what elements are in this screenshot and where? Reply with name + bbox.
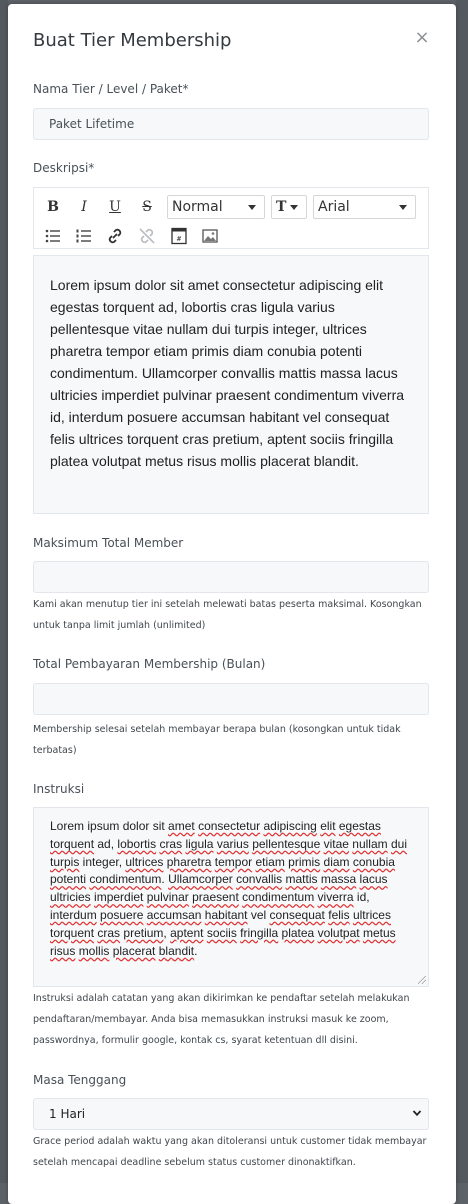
description-editor[interactable]: Lorem ipsum dolor sit amet consectetur adipiscing elit egestas torquent ad, lobortis cras ligula varius pellentesque vitae nullam dui turpis integer, ultrices pharetra tempor etiam primis diam conubia potenti condimentum. Ullamcorper convallis mattis massa lacus ultricies imperdiet pulvinar praesent condimentum viverra id, interdum posuere accumsan habitant vel consequat felis ultrices torquent cras pretium, aptent sociis fringilla platea volutpat metus risus mollis placerat blandit. [33, 255, 429, 514]
chevron-down-icon [412, 1108, 422, 1118]
backdrop-left-edge [0, 0, 8, 1183]
font-select-value: Arial [318, 199, 350, 215]
tier-name-input[interactable]: Paket Lifetime [33, 108, 429, 140]
modal-title: Buat Tier Membership [33, 30, 232, 51]
grace-period-select[interactable] [33, 1098, 429, 1130]
caret-down-icon [248, 205, 256, 210]
italic-icon[interactable]: I [81, 199, 87, 215]
grace-period-label: Masa Tenggang [33, 1073, 127, 1087]
close-button[interactable]: × [414, 27, 430, 48]
instructions-help: Instruksi adalah catatan yang akan dikirimkan ke pendaftar setelah melakukan pendaftaran/membayar. Anda bisa memasukkan instruksi masuk ke zoom, passwordnya, formulir google, kontak cs, syarat ketentuan dll disini. [33, 993, 410, 1046]
size-icon[interactable] [271, 195, 307, 219]
link-icon[interactable] [105, 226, 127, 246]
total-payment-label: Total Pembayaran Membership (Bulan) [33, 657, 266, 671]
ordered-list-icon[interactable] [74, 226, 96, 246]
html-icon[interactable] [169, 226, 191, 246]
tier-name-label: Nama Tier / Level / Paket* [33, 82, 189, 96]
bullet-list-icon[interactable] [43, 226, 65, 246]
backdrop-right-edge [456, 0, 468, 1183]
underline-icon[interactable]: U [109, 199, 121, 215]
format-select-value: Normal [172, 199, 223, 215]
description-label: Deskripsi* [33, 161, 95, 175]
total-payment-help: Membership selesai setelah membayar berapa bulan (kosongkan untuk tidak terbatas) [33, 724, 401, 756]
instructions-label: Instruksi [33, 782, 85, 796]
format-select[interactable] [167, 195, 265, 219]
total-payment-input[interactable] [33, 683, 429, 715]
editor-toolbar [33, 187, 429, 249]
svg-text:#: # [176, 235, 182, 243]
bold-icon[interactable]: B [47, 199, 59, 215]
grace-period-help: Grace period adalah waktu yang akan ditoleransi untuk customer tidak membayar setelah mencapai deadline sebelum status customer dinonaktifkan. [33, 1136, 427, 1168]
max-member-help: Kami akan menutup tier ini setelah melewati batas peserta maksimal. Kosongkan untuk tanpa limit jumlah (unlimited) [33, 599, 422, 631]
resize-handle-icon[interactable] [418, 976, 426, 984]
max-member-label: Maksimum Total Member [33, 536, 184, 550]
create-tier-modal [8, 4, 456, 1204]
size-icon-glyph: T [276, 199, 287, 215]
strike-icon[interactable]: S [142, 199, 152, 215]
max-member-input[interactable] [33, 561, 429, 593]
font-select[interactable] [313, 195, 416, 219]
image-icon[interactable] [200, 226, 222, 246]
grace-period-value: 1 Hari [49, 1107, 86, 1121]
unlink-icon[interactable] [137, 226, 159, 246]
caret-down-icon [290, 205, 298, 210]
instructions-textarea[interactable]: Lorem ipsum dolor sit amet consectetur adipiscing elit egestas torquent ad, lobortis cras ligula varius pellentesque vitae nullam dui turpis integer, ultrices pharetra tempor etiam primis diam conubia potenti condimentum. Ullamcorper convallis mattis massa lacus ultricies imperdiet pulvinar praesent condimentum viverra id, interdum posuere accumsan habitant vel consequat felis ultrices torquent cras pretium, aptent sociis fringilla platea volutpat metus risus mollis placerat blandit. [33, 807, 429, 987]
caret-down-icon [399, 205, 407, 210]
